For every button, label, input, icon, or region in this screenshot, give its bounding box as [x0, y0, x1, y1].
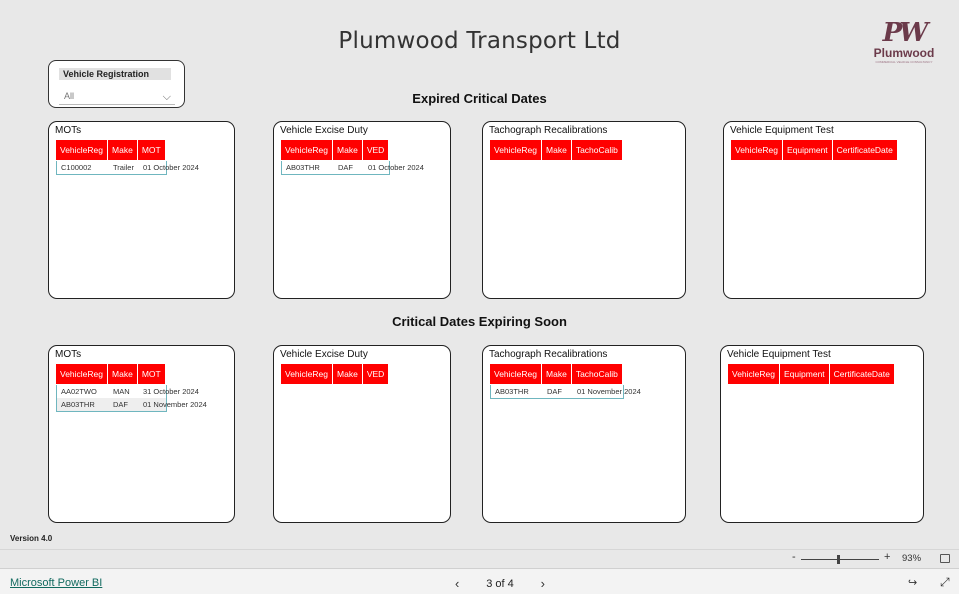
- column-header[interactable]: MOT: [138, 140, 165, 160]
- table-body: [56, 385, 207, 412]
- zoom-bar: [0, 549, 959, 568]
- table-row[interactable]: [57, 385, 199, 398]
- column-header[interactable]: CertificateDate: [833, 140, 897, 160]
- table-body: [281, 161, 424, 175]
- version-label: Version 4.0: [10, 534, 53, 543]
- column-header[interactable]: Make: [108, 364, 138, 384]
- table-cell: 01 November 2024: [577, 387, 641, 396]
- column-header[interactable]: VehicleReg: [281, 364, 333, 384]
- table-header: [490, 364, 624, 384]
- card-soon-ved: [273, 345, 451, 523]
- column-header[interactable]: VehicleReg: [490, 140, 542, 160]
- data-table: [728, 364, 894, 384]
- zoom-percent: 93%: [902, 553, 922, 564]
- card-expired-ved: [273, 121, 451, 299]
- table-header: [281, 364, 388, 384]
- table-cell: Trailer: [113, 163, 134, 172]
- card-soon-tacho: [482, 345, 686, 523]
- card-expired-tacho: [482, 121, 686, 299]
- card-title: Tachograph Recalibrations: [489, 349, 608, 360]
- table-cell: 01 October 2024: [368, 163, 424, 172]
- table-cell: 31 October 2024: [143, 387, 199, 396]
- card-title: Tachograph Recalibrations: [489, 125, 608, 136]
- table-cell: DAF: [338, 163, 353, 172]
- report-title: Plumwood Transport Ltd: [338, 28, 621, 54]
- slicer-label: Vehicle Registration: [59, 68, 171, 80]
- logo-tagline: COMMERCIAL VEHICLE CONSULTANCY: [875, 60, 933, 64]
- card-title: Vehicle Excise Duty: [280, 349, 368, 360]
- data-table: [490, 140, 622, 160]
- next-page-icon[interactable]: ›: [540, 576, 545, 591]
- section-soon-title: Critical Dates Expiring Soon: [392, 314, 567, 329]
- data-table: [281, 140, 424, 175]
- column-header[interactable]: MOT: [138, 364, 165, 384]
- card-soon-mots: [48, 345, 235, 523]
- data-table: [731, 140, 897, 160]
- data-table: [281, 364, 388, 384]
- zoom-slider-track[interactable]: [801, 559, 879, 560]
- table-cell: AB03THR: [61, 400, 95, 409]
- column-header[interactable]: Make: [108, 140, 138, 160]
- share-icon[interactable]: ↪: [908, 577, 918, 589]
- logo-word: Plumwood: [873, 46, 935, 60]
- table-cell: MAN: [113, 387, 130, 396]
- card-title: Vehicle Equipment Test: [730, 125, 834, 136]
- table-header: [490, 140, 622, 160]
- table-row[interactable]: [282, 161, 424, 174]
- column-header[interactable]: TachoCalib: [572, 364, 622, 384]
- column-header[interactable]: VED: [363, 364, 388, 384]
- card-expired-equipment: [723, 121, 926, 299]
- zoom-in-button[interactable]: +: [884, 551, 891, 563]
- card-title: MOTs: [55, 125, 82, 136]
- table-cell: DAF: [547, 387, 562, 396]
- table-header: [728, 364, 894, 384]
- table-row[interactable]: [491, 385, 641, 398]
- column-header[interactable]: VehicleReg: [728, 364, 780, 384]
- column-header[interactable]: VehicleReg: [281, 140, 333, 160]
- card-title: MOTs: [55, 349, 82, 360]
- data-table: [490, 364, 641, 399]
- data-table: [56, 364, 207, 412]
- fit-to-page-icon[interactable]: [940, 554, 950, 563]
- column-header[interactable]: Make: [542, 364, 572, 384]
- table-header: [56, 140, 167, 160]
- powerbi-link[interactable]: Microsoft Power BI: [10, 577, 103, 589]
- table-body: [490, 385, 641, 399]
- column-header[interactable]: Make: [333, 364, 363, 384]
- card-title: Vehicle Equipment Test: [727, 349, 831, 360]
- table-header: [281, 140, 390, 160]
- previous-page-icon[interactable]: ‹: [455, 576, 460, 591]
- table-cell: 01 November 2024: [143, 400, 207, 409]
- logo-mark: PW: [882, 18, 926, 48]
- table-cell: C100002: [61, 163, 92, 172]
- fullscreen-icon[interactable]: ⤢: [940, 575, 950, 589]
- slicer-value: All: [64, 91, 75, 101]
- page-navigator: [455, 576, 545, 591]
- column-header[interactable]: VED: [363, 140, 388, 160]
- table-header: [731, 140, 897, 160]
- chevron-down-icon[interactable]: ⌵: [162, 91, 171, 103]
- column-header[interactable]: Equipment: [783, 140, 833, 160]
- column-header[interactable]: Equipment: [780, 364, 830, 384]
- column-header[interactable]: Make: [542, 140, 572, 160]
- column-header[interactable]: Make: [333, 140, 363, 160]
- table-row[interactable]: [57, 161, 199, 174]
- zoom-out-button[interactable]: -: [792, 551, 796, 563]
- column-header[interactable]: VehicleReg: [731, 140, 783, 160]
- table-body: [56, 161, 199, 175]
- column-header[interactable]: VehicleReg: [56, 140, 108, 160]
- table-cell: AB03THR: [286, 163, 320, 172]
- card-expired-mots: [48, 121, 235, 299]
- company-logo: [864, 18, 944, 66]
- data-table: [56, 140, 199, 175]
- table-header: [56, 364, 167, 384]
- table-cell: DAF: [113, 400, 128, 409]
- card-title: Vehicle Excise Duty: [280, 125, 368, 136]
- column-header[interactable]: VehicleReg: [56, 364, 108, 384]
- column-header[interactable]: VehicleReg: [490, 364, 542, 384]
- table-row[interactable]: [57, 398, 207, 411]
- section-expired-title: Expired Critical Dates: [412, 91, 547, 106]
- table-cell: AA02TWO: [61, 387, 97, 396]
- table-cell: AB03THR: [495, 387, 529, 396]
- page-indicator: 3 of 4: [486, 577, 514, 590]
- column-header[interactable]: TachoCalib: [572, 140, 622, 160]
- column-header[interactable]: CertificateDate: [830, 364, 894, 384]
- card-soon-equipment: [720, 345, 924, 523]
- bottom-bar: [0, 568, 959, 594]
- table-cell: 01 October 2024: [143, 163, 199, 172]
- zoom-slider-thumb[interactable]: [837, 555, 840, 564]
